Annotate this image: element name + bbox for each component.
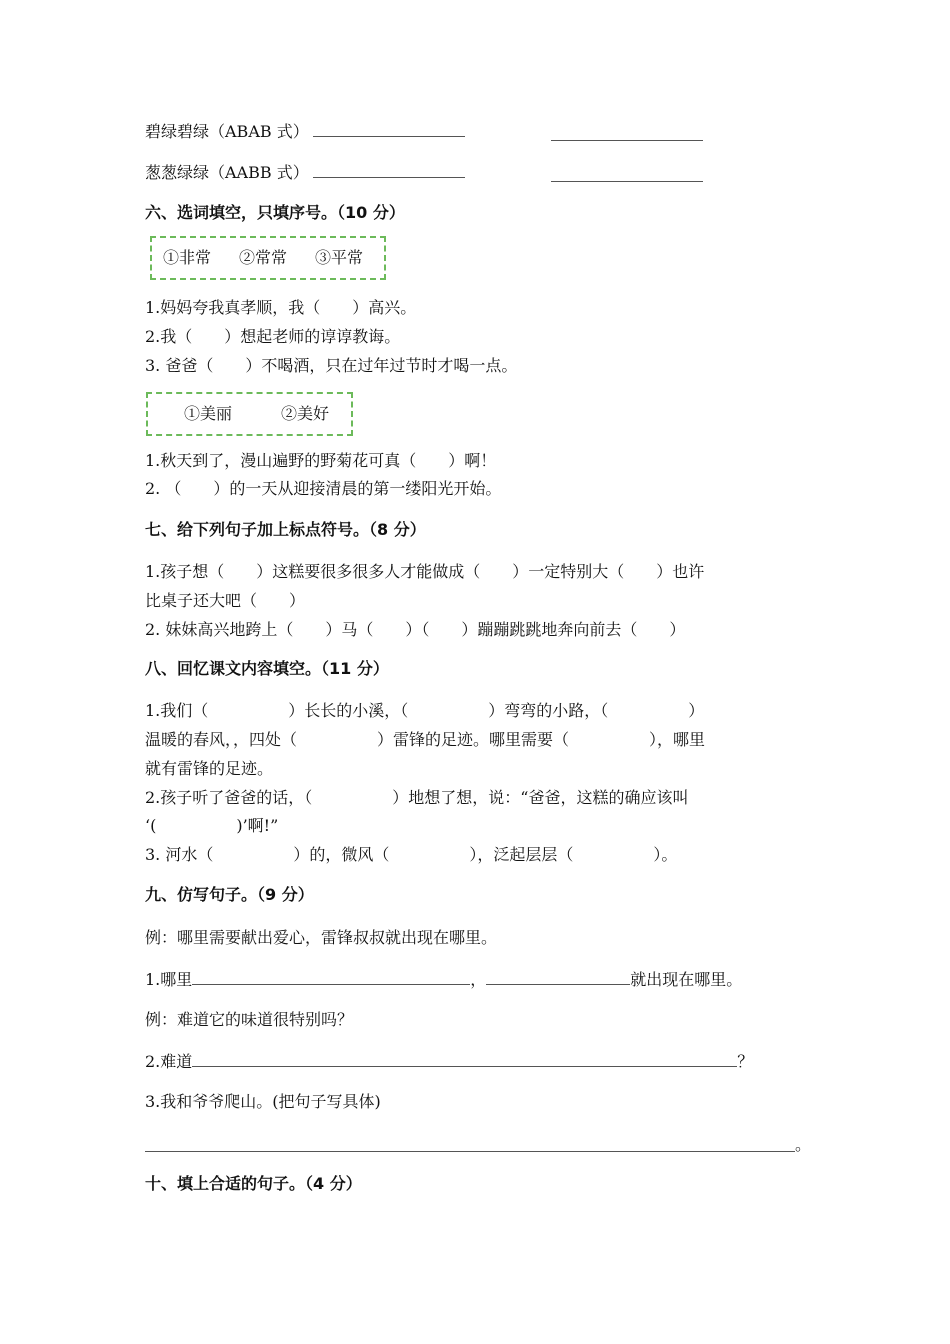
question-line: 2. （ ）的一天从迎接清晨的第一缕阳光开始。	[145, 479, 502, 498]
q3-period: 。	[795, 1135, 812, 1154]
question-line: 1.我们（ ）长长的小溪，（ ）弯弯的小路，（ ）	[145, 701, 705, 720]
q1-prefix: 1.哪里	[145, 970, 193, 989]
question-line: 1.秋天到了，漫山遍野的野菊花可真（ ）啊！	[145, 451, 497, 470]
word-box-2-item: ①美丽	[184, 404, 233, 423]
aabb-label: 葱葱绿绿（AABB 式）	[145, 163, 309, 182]
abab-blank-1[interactable]	[313, 120, 465, 137]
imitation-q2	[145, 1050, 753, 1073]
question-line: 就有雷锋的足迹。	[145, 759, 274, 778]
question-line: 2.孩子听了爸爸的话，（ ）地想了想，说：“爸爸，这糕的确应该叫	[145, 788, 689, 807]
question-line: 温暖的春风，，四处（ ）雷锋的足迹。哪里需要（ ），哪里	[145, 730, 706, 749]
question-line: 1.孩子想（ ）这糕要很多很多人才能做成（ ）一定特别大（ ）也许	[145, 562, 705, 581]
q1-blank-1[interactable]	[192, 968, 470, 985]
q1-suffix: 就出现在哪里。	[630, 970, 743, 989]
section-6-title: 六、选词填空，只填序号。（10 分）	[145, 203, 405, 222]
example-2: 例：难道它的味道很特别吗？	[145, 1010, 354, 1029]
question-line: 3. 河水（ ）的，微风（ ），泛起层层（ ）。	[145, 845, 678, 864]
aabb-blank-2[interactable]	[551, 165, 703, 182]
question-line: ‘( )’啊!”	[145, 816, 279, 835]
q3-answer-line[interactable]	[145, 1151, 795, 1152]
section-9-title: 九、仿写句子。（9 分）	[145, 885, 314, 904]
imitation-q1	[145, 968, 742, 991]
q2-suffix: ？	[737, 1052, 754, 1071]
section-10-title: 十、填上合适的句子。（4 分）	[145, 1174, 362, 1193]
question-line: 2.我（ ）想起老师的谆谆教诲。	[145, 327, 401, 346]
question-line: 1.妈妈夸我真孝顺，我（ ）高兴。	[145, 298, 417, 317]
example-1: 例：哪里需要献出爱心，雷锋叔叔就出现在哪里。	[145, 928, 498, 947]
imitation-q3: 3.我和爷爷爬山。(把句子写具体)	[145, 1092, 381, 1111]
q2-blank[interactable]	[192, 1050, 737, 1067]
aabb-blank-1[interactable]	[313, 161, 465, 178]
abab-blank-2[interactable]	[551, 124, 703, 141]
question-line: 比桌子还大吧（ ）	[145, 591, 306, 610]
section-7-title: 七、给下列句子加上标点符号。（8 分）	[145, 520, 426, 539]
q1-comma: ，	[470, 970, 487, 989]
abab-label: 碧绿碧绿（ABAB 式）	[145, 122, 309, 141]
aabb-line	[145, 161, 465, 184]
word-box-2-item: ②美好	[281, 404, 330, 423]
abab-line	[145, 120, 465, 143]
word-box-1-item: ①非常	[163, 248, 212, 267]
word-box-1-item: ③平常	[315, 248, 364, 267]
q2-prefix: 2.难道	[145, 1052, 193, 1071]
q1-blank-2[interactable]	[486, 968, 630, 985]
word-box-1-item: ②常常	[239, 248, 288, 267]
question-line: 2. 妹妹高兴地跨上（ ）马（ ）（ ）蹦蹦跳跳地奔向前去（ ）	[145, 620, 686, 639]
section-8-title: 八、回忆课文内容填空。（11 分）	[145, 659, 389, 678]
question-line: 3. 爸爸（ ）不喝酒，只在过年过节时才喝一点。	[145, 356, 518, 375]
